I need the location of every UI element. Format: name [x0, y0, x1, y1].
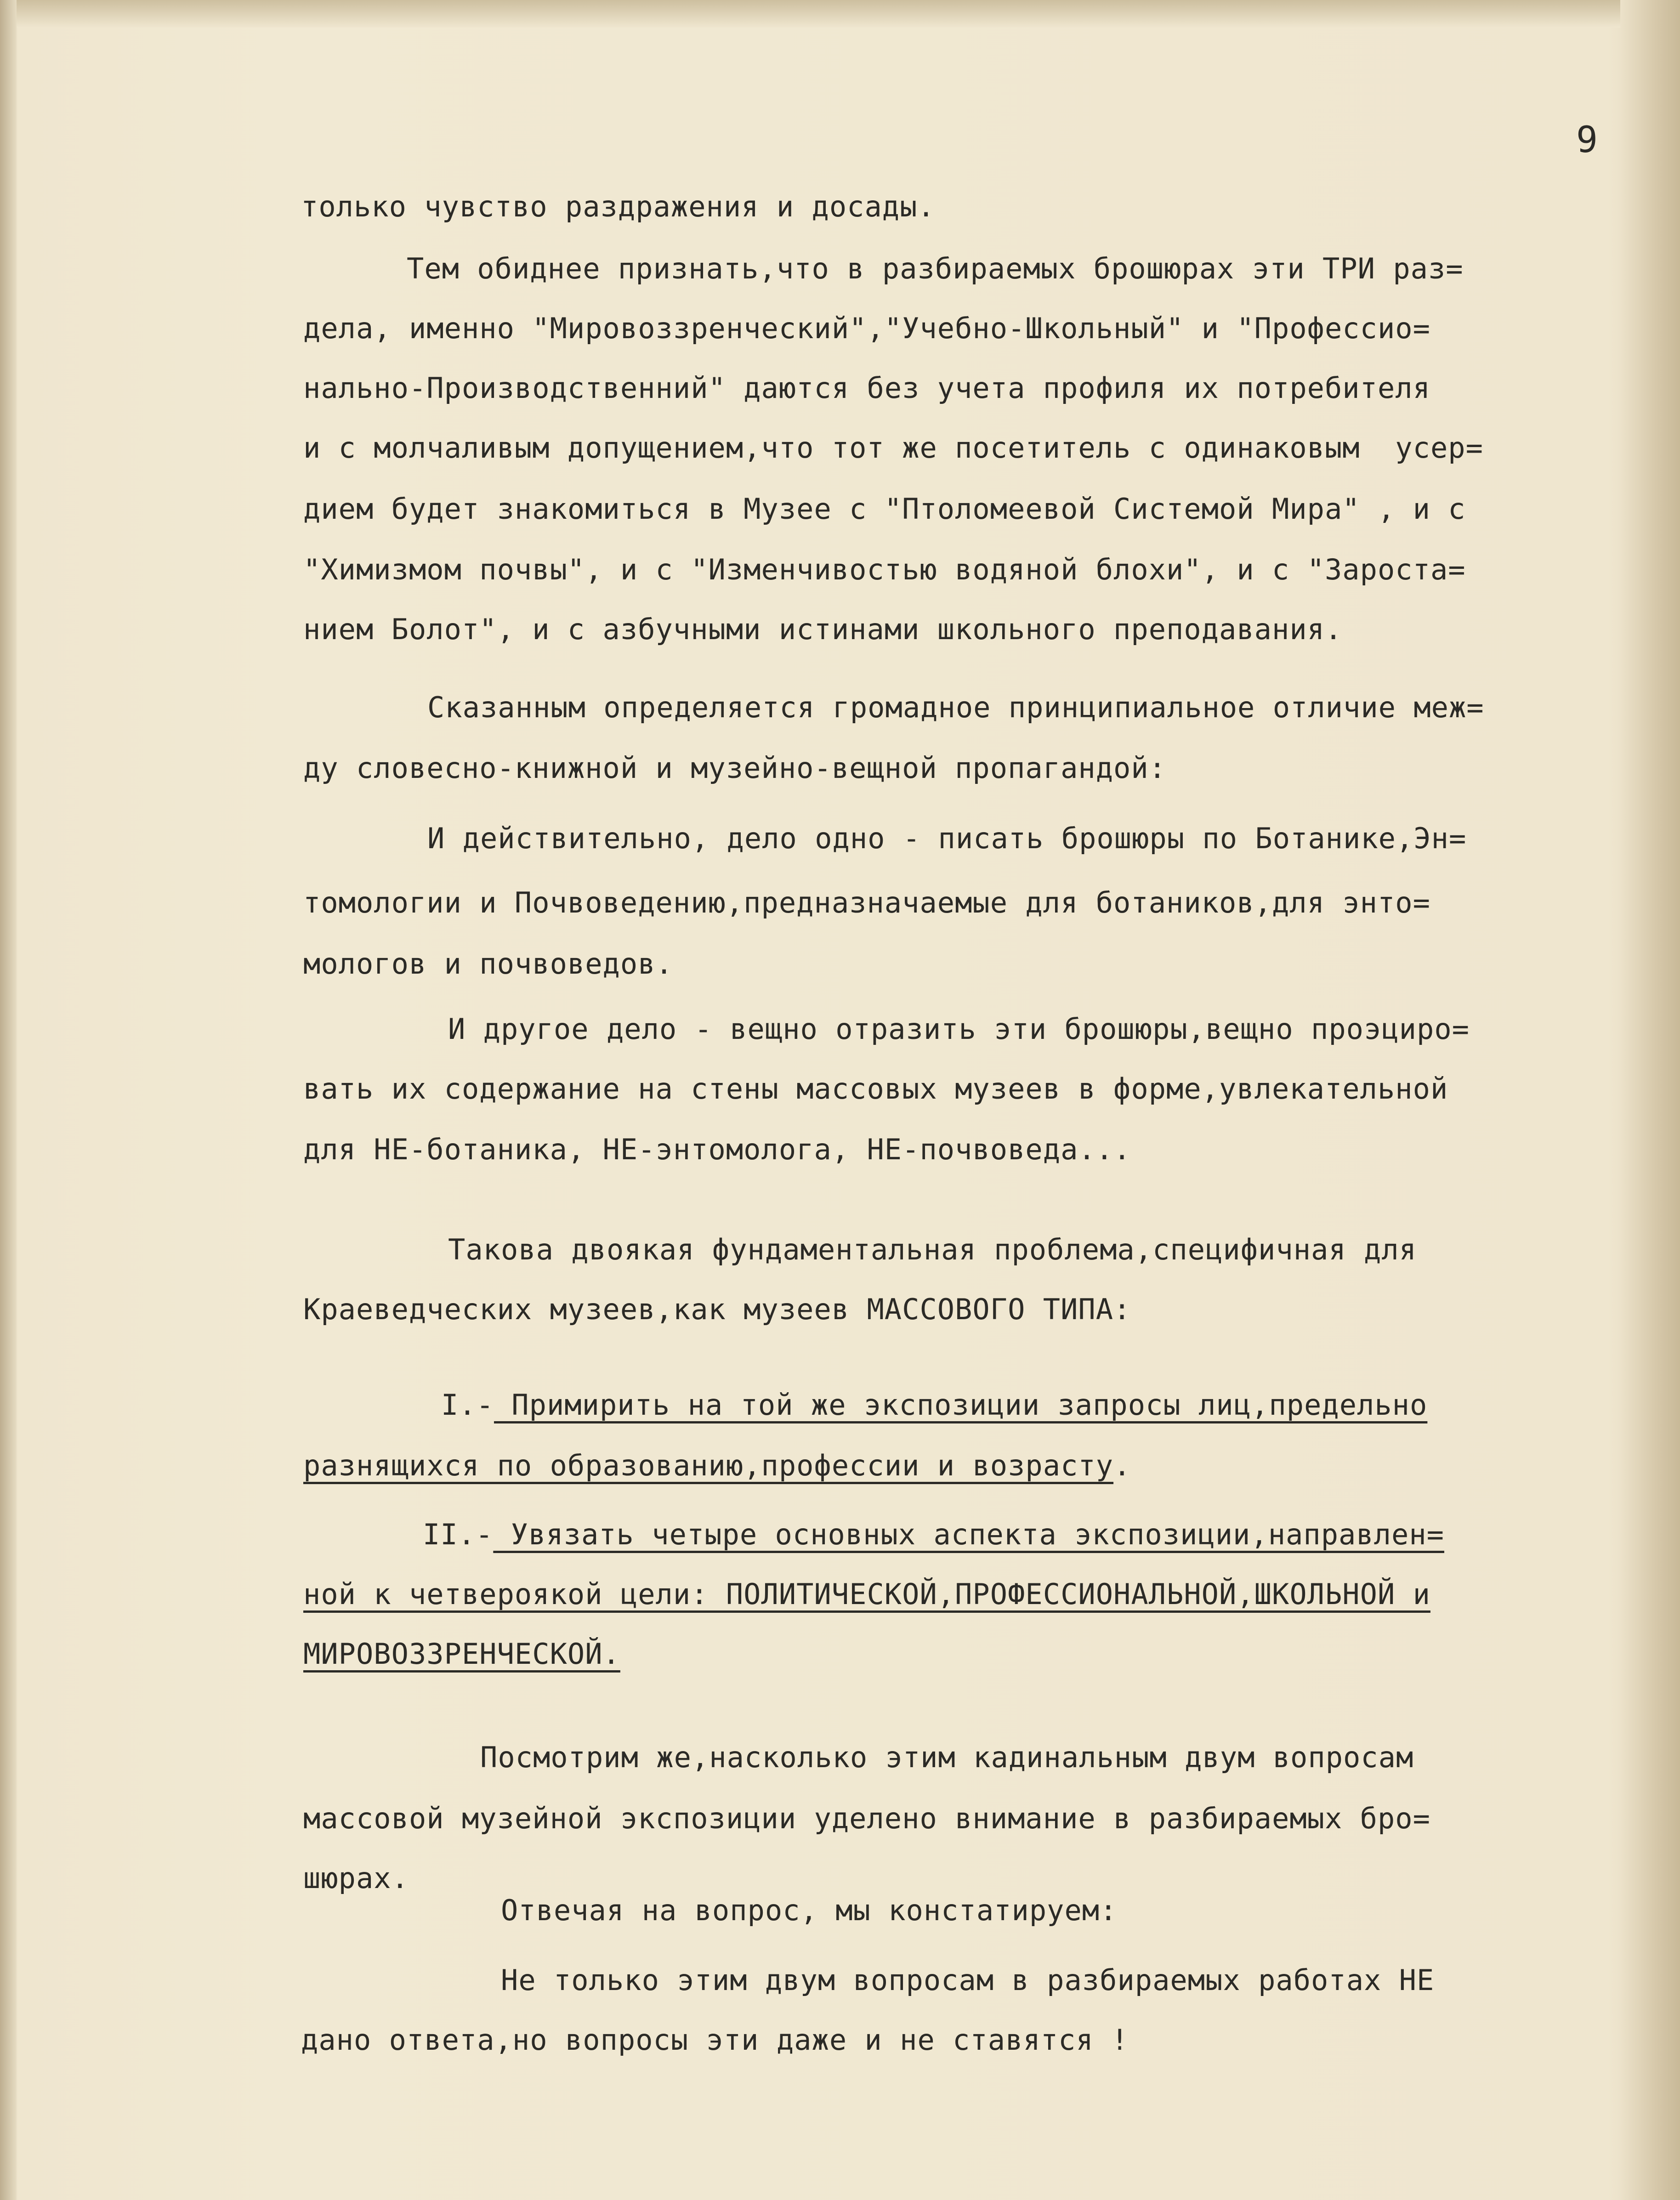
- text-line: ду словесно-книжной и музейно-вещной пропагандой:: [303, 751, 1167, 785]
- page-top-edge: [0, 0, 1680, 28]
- text-line: Краеведческих музеев,как музеев МАССОВОГО ТИПА:: [303, 1293, 1131, 1326]
- point-two-continued: ной к четверoякой цели: ПОЛИТИЧЕСКОЙ,ПРОФЕССИОНАЛЬНОЙ,ШКОЛЬНОЙ и: [303, 1577, 1430, 1611]
- text-line: Не только этим двум вопросам в разбираемых работах НЕ: [501, 1963, 1435, 1997]
- text-line: нально-Производственний" даются без учета профиля их потребителя: [303, 371, 1430, 405]
- point-two-number: II.-: [423, 1518, 494, 1551]
- point-one-number: I.-: [441, 1388, 494, 1422]
- page-right-edge: [1620, 0, 1680, 2200]
- text-line: для НЕ-ботаника, НЕ-энтомолога, НЕ-почвоведа...: [303, 1133, 1131, 1166]
- text-line: томологии и Почвоведению,предназначаемые для ботаников,для энто=: [303, 886, 1430, 919]
- text-line: и с молчаливым допущением,что тот же посетитель с одинаковым усер=: [303, 431, 1483, 465]
- text-line: только чувство раздражения и досады.: [301, 190, 935, 223]
- text-line: И действительно, дело одно - писать брошюры по Ботанике,Эн=: [427, 822, 1467, 855]
- text-line: Сказанным определяется громадное принципиальное отличие меж=: [427, 691, 1484, 724]
- point-two-end: МИРОВОЗЗРЕНЧЕСКОЙ.: [303, 1637, 620, 1671]
- point-one: [441, 1387, 1427, 1423]
- text-line: Такова двоякая фундаментальная проблема,специфичная для: [448, 1233, 1417, 1266]
- text-line: "Химизмом почвы", и с "Изменчивостью водяной блохи", и с "Зароста=: [303, 553, 1466, 586]
- text-line: дела, именно "Мировоззренческий","Учебно-Школьный" и "Профессио=: [303, 312, 1430, 345]
- text-line: массовой музейной экспозиции уделено внимание в разбираемых бро=: [303, 1802, 1430, 1835]
- text-line: Отвечая на вопрос, мы констатируем:: [501, 1894, 1118, 1927]
- text-line: дано ответа,но вопросы эти даже и не ставятся !: [301, 2023, 1129, 2057]
- text-line: нием Болот", и с азбучными истинами школьного преподавания.: [303, 612, 1343, 646]
- text-line: шюрах.: [303, 1861, 409, 1895]
- point-one-continued: [303, 1447, 1131, 1484]
- point-one-text-continued: разнящихся по образованию,профессии и возрасту: [303, 1449, 1114, 1482]
- page-number: 9: [1576, 119, 1598, 161]
- text-line: мологов и почвоведов.: [303, 947, 673, 981]
- point-one-period: .: [1113, 1449, 1131, 1482]
- text-line: дием будет знакомиться в Музее с "Птоломеевой Системой Мира" , и с: [303, 492, 1466, 526]
- text-line: Тем обиднее признать,что в разбираемых брошюрах эти ТРИ раз=: [407, 252, 1464, 285]
- point-two-text: Увязать четыре основных аспекта экспозиции,направлен=: [493, 1518, 1444, 1551]
- text-line: вать их содержание на стены массовых музеев в форме,увлекательной: [303, 1072, 1448, 1106]
- page-left-edge: [0, 0, 17, 2200]
- text-line: И другое дело - вещно отразить эти брошюры,вещно проэциро=: [448, 1012, 1470, 1046]
- point-two: [423, 1516, 1444, 1553]
- point-one-text: Примирить на той же экспозиции запросы лиц,предельно: [494, 1388, 1428, 1422]
- text-line: Посмотрим же,насколько этим кадинальным двум вопросам: [480, 1741, 1414, 1774]
